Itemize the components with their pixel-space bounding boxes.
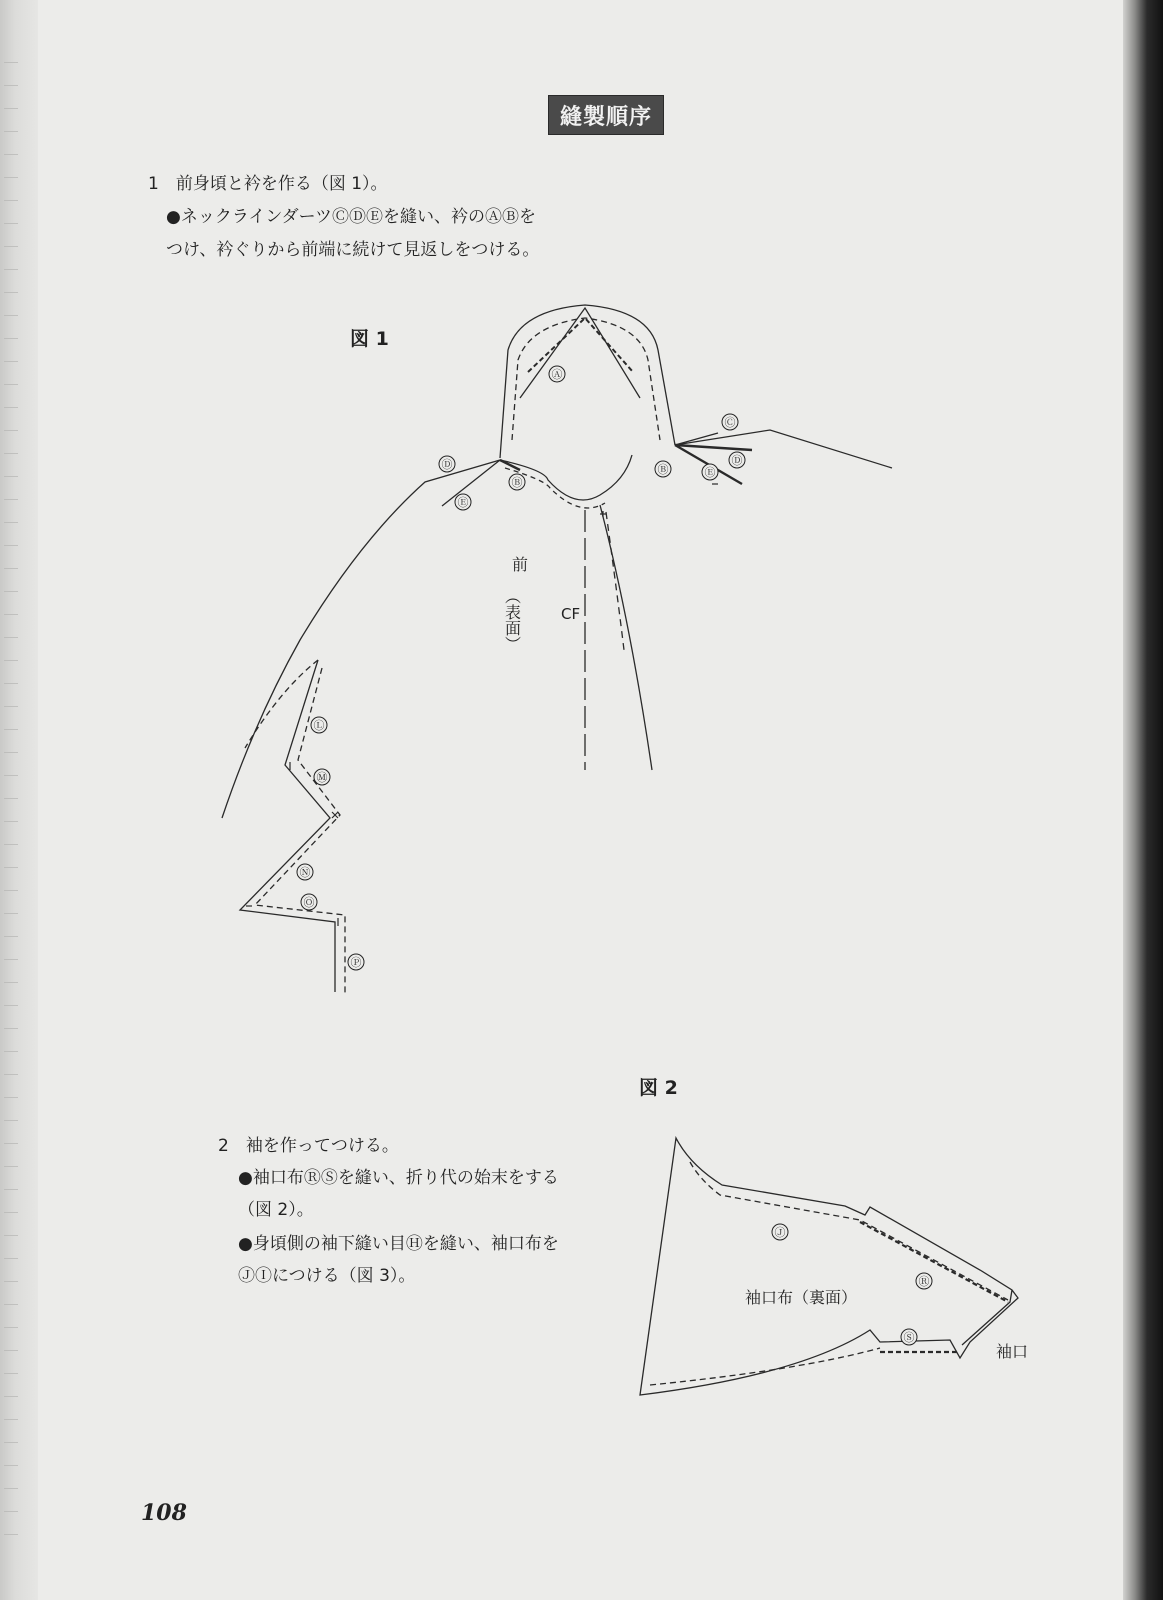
cuff-seam-r — [860, 1222, 1008, 1302]
marker-b-left-circle — [509, 474, 525, 490]
marker-p-circle — [348, 954, 364, 970]
marker-e-right-text: Ⓔ — [704, 466, 716, 479]
step-2-bullet-1-line-2: （図 2）。 — [238, 1200, 314, 1220]
marker-n-circle — [297, 864, 313, 880]
marker-n-text: Ⓝ — [299, 866, 311, 879]
marker-c-circle — [722, 414, 738, 430]
front-label-top: 前 — [512, 555, 529, 574]
marker-e-left-circle — [455, 494, 471, 510]
figure-2-label: 図 2 — [639, 1077, 678, 1099]
right-dart-c — [675, 445, 752, 450]
marker-r-text: Ⓡ — [918, 1275, 930, 1288]
marker-o-text: Ⓞ — [303, 896, 315, 909]
marker-d-left-circle — [439, 456, 455, 472]
marker-s-text: Ⓢ — [903, 1331, 915, 1344]
marker-c-text: Ⓒ — [724, 416, 736, 429]
cuff-bottom-seam — [650, 1348, 880, 1385]
figure-1-label: 図 1 — [350, 328, 389, 350]
marker-d-left-text: Ⓓ — [441, 458, 453, 471]
step-2-bullet-1-line-1: ●袖口布ⓇⓈを縫い、折り代の始末をする — [238, 1168, 559, 1188]
step-1-bullet-line-1: ●ネックラインダーツⒸⒹⒺを縫い、衿のⒶⒷを — [166, 207, 536, 227]
cuff-outline — [640, 1138, 1018, 1395]
front-edge — [600, 505, 652, 770]
cuff-edge-label: 袖口 — [996, 1342, 1029, 1361]
left-dart-b — [500, 460, 520, 470]
section-header: 縫製順序 — [549, 96, 663, 134]
front-facing-seam — [606, 512, 624, 650]
marker-e-left-text: Ⓔ — [457, 496, 469, 509]
marker-p-text: Ⓟ — [350, 956, 362, 969]
marker-r-circle — [916, 1273, 932, 1289]
marker-j-circle — [772, 1224, 788, 1240]
marker-a-text: Ⓐ — [551, 368, 563, 381]
marker-b-left-text: Ⓑ — [511, 476, 523, 489]
front-label-side: （表面） — [502, 588, 522, 652]
marker-a-circle — [549, 366, 565, 382]
left-shoulder-sleeve-line — [222, 460, 500, 818]
upper-side-seam — [245, 660, 318, 748]
step-2-title: 2 袖を作ってつける。 — [218, 1136, 399, 1156]
marker-j-text: Ⓙ — [774, 1226, 786, 1239]
marker-d-right-circle — [729, 452, 745, 468]
marker-b-right-text: Ⓑ — [657, 463, 669, 476]
marker-l-circle — [311, 717, 327, 733]
cuff-top-seam — [690, 1162, 1008, 1300]
marker-l-text: Ⓛ — [313, 719, 325, 732]
page-number: 108 — [141, 1500, 187, 1526]
collar-seam-a — [528, 318, 633, 372]
lower-side-outline — [240, 660, 335, 992]
marker-m-circle — [314, 769, 330, 785]
marker-m-text: Ⓜ — [316, 771, 328, 784]
step-2-bullet-2-line-2: ⒿⒾにつける（図 3）。 — [238, 1266, 416, 1286]
step-1-title: 1 前身頃と衿を作る（図 1）。 — [148, 174, 388, 194]
step-2-bullet-2-line-1: ●身頃側の袖下縫い目Ⓗを縫い、袖口布を — [238, 1234, 559, 1254]
step-1-bullet-line-2: つけ、衿ぐりから前端に続けて見返しをつける。 — [166, 240, 540, 260]
center-front-label: CF — [561, 605, 581, 623]
figure-2-cuff-diagram — [640, 1138, 1018, 1395]
marker-e-right-circle — [702, 464, 718, 480]
cuff-label: 袖口布（裏面） — [745, 1288, 858, 1307]
marker-o-circle — [301, 894, 317, 910]
marker-b-right-circle — [655, 461, 671, 477]
marker-s-circle — [901, 1329, 917, 1345]
hood-outline — [500, 305, 675, 458]
marker-d-right-text: Ⓓ — [731, 454, 743, 467]
